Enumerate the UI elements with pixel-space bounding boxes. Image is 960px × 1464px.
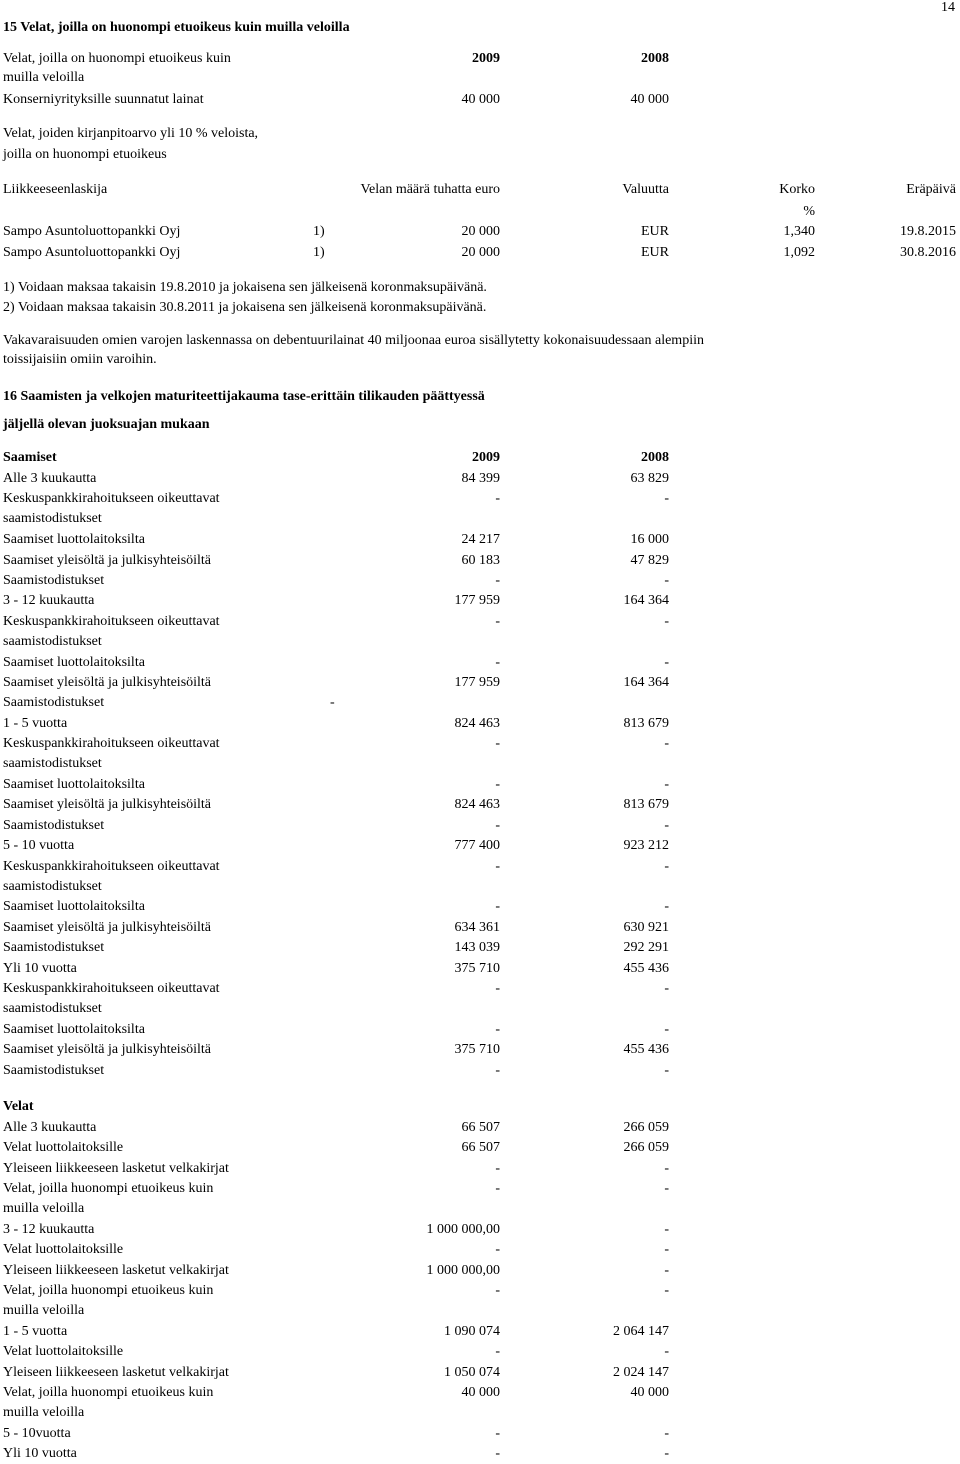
value-2009: 1 000 000,00 xyxy=(426,1262,500,1278)
s15-row-2009: 40 000 xyxy=(461,92,500,107)
value-2008: - xyxy=(664,981,669,996)
row-label: Saamistodistukset xyxy=(3,817,105,833)
s15-table-head-line1: Velat, joilla on huonompi etuoikeus kuin xyxy=(3,51,231,66)
table-row xyxy=(0,653,960,673)
loan-due: 19.8.2015 xyxy=(900,224,956,239)
value-2009: - xyxy=(495,858,500,874)
value-2009: 66 507 xyxy=(461,1140,500,1156)
row-label: Saamiset yleisöltä ja julkisyhteisöiltä xyxy=(3,552,212,568)
row-label: 5 - 10 vuotta xyxy=(3,838,75,854)
row-label: Yleiseen liikkeeseen lasketut velkakirjat xyxy=(3,1262,229,1278)
table-row xyxy=(0,836,960,856)
table-row xyxy=(0,1138,960,1158)
row-label-continued: muilla veloilla xyxy=(3,1303,85,1319)
loan-currency: EUR xyxy=(641,224,669,239)
table-row xyxy=(0,714,960,734)
value-2008: - xyxy=(664,736,669,752)
value-2009: - xyxy=(495,817,500,833)
table-row xyxy=(0,1061,960,1081)
table-row xyxy=(0,959,960,979)
row-label: Saamistodistukset xyxy=(3,1062,105,1078)
row-label: Keskuspankkirahoitukseen oikeuttavat xyxy=(3,736,220,752)
page-number: 14 xyxy=(941,0,955,15)
value-2009: - xyxy=(495,1426,500,1441)
value-2008: 923 212 xyxy=(623,838,669,854)
value-2008: 164 364 xyxy=(623,593,669,609)
row-label-continued: saamistodistukset xyxy=(3,756,102,772)
row-label: Velat, joilla huonompi etuoikeus kuin xyxy=(3,1283,214,1299)
value-2008: 40 000 xyxy=(630,1385,669,1401)
value-2009: - xyxy=(495,573,500,588)
value-2009: - xyxy=(495,777,500,792)
value-2008: - xyxy=(664,1181,669,1197)
value-2008: 164 364 xyxy=(623,675,669,690)
s15-row-label: Konserniyrityksille suunnatut lainat xyxy=(3,92,204,107)
value-2009: - xyxy=(495,1242,500,1258)
value-2008: - xyxy=(664,1344,669,1360)
s15-sub-line2: joilla on huonompi etuoikeus xyxy=(3,147,167,162)
loan-issuer: Sampo Asuntoluottopankki Oyj xyxy=(3,224,181,239)
table-row xyxy=(0,1159,960,1179)
table-row xyxy=(0,673,960,693)
table-row xyxy=(0,1261,960,1281)
value-2008: - xyxy=(664,1160,669,1176)
value-2008: - xyxy=(664,491,669,507)
table-row xyxy=(0,1020,960,1040)
table-row xyxy=(0,591,960,611)
header-currency: Valuutta xyxy=(622,182,669,197)
header-amount: Velan määrä tuhatta euro xyxy=(360,182,500,197)
loan-currency: EUR xyxy=(641,245,669,260)
table-row xyxy=(0,571,960,591)
value-2008: 16 000 xyxy=(630,532,669,548)
row-label: Saamiset yleisöltä ja julkisyhteisöiltä xyxy=(3,1042,212,1058)
value-2008: - xyxy=(664,1242,669,1258)
row-label: Saamiset yleisöltä ja julkisyhteisöiltä xyxy=(3,675,212,690)
value-2008: - xyxy=(664,1062,669,1078)
value-2009: - xyxy=(495,491,500,507)
value-2009: - xyxy=(495,981,500,996)
row-label-continued: muilla veloilla xyxy=(3,1201,85,1217)
loan-amount: 20 000 xyxy=(461,245,500,260)
value-2009: - xyxy=(495,899,500,915)
row-label: Saamiset luottolaitoksilta xyxy=(3,654,145,670)
s15-col-2009: 2009 xyxy=(472,51,500,66)
row-label: Yleiseen liikkeeseen lasketut velkakirjat xyxy=(3,1364,229,1380)
header-rate-unit: % xyxy=(803,204,815,219)
value-2009: 824 463 xyxy=(454,715,500,731)
value-2008: 813 679 xyxy=(623,797,669,813)
value-2008: - xyxy=(664,1283,669,1299)
row-label: Keskuspankkirahoitukseen oikeuttavat xyxy=(3,491,220,507)
table-row xyxy=(0,1383,960,1421)
table-row xyxy=(0,1040,960,1060)
value-2008: - xyxy=(664,1222,669,1237)
value-2009: - xyxy=(495,1283,500,1299)
value-2009: 824 463 xyxy=(454,797,500,813)
value-2008: 2 024 147 xyxy=(613,1364,669,1380)
value-2008: 2 064 147 xyxy=(613,1324,669,1339)
row-label: 3 - 12 kuukautta xyxy=(3,593,95,609)
value-2008: - xyxy=(664,1446,669,1462)
value-2008: 266 059 xyxy=(623,1140,669,1156)
loan-rate: 1,092 xyxy=(783,245,815,260)
row-label: 1 - 5 vuotta xyxy=(3,1324,68,1339)
value-2009: 177 959 xyxy=(454,675,500,690)
value-2008: - xyxy=(664,777,669,792)
value-2009: - xyxy=(495,1021,500,1037)
header-issuer: Liikkeeseenlaskija xyxy=(3,182,108,197)
row-label: Alle 3 kuukautta xyxy=(3,1120,97,1135)
row-label: Yli 10 vuotta xyxy=(3,960,77,976)
row-label: Saamiset luottolaitoksilta xyxy=(3,777,145,792)
loan-note: 1) xyxy=(313,224,325,239)
value-2009: - xyxy=(495,1062,500,1078)
value-2008: - xyxy=(664,817,669,833)
footnote-2: 2) Voidaan maksaa takaisin 30.8.2011 ja jokaisena sen jälkeisenä koronmaksupäivänä. xyxy=(3,300,487,315)
row-label-continued: saamistodistukset xyxy=(3,878,102,894)
row-label: Saamistodistukset xyxy=(3,695,105,711)
value-2009: - xyxy=(495,1160,500,1176)
table-row xyxy=(0,795,960,815)
row-label-continued: saamistodistukset xyxy=(3,511,102,527)
s16-col-2009: 2009 xyxy=(472,450,500,465)
table-row xyxy=(0,693,960,713)
row-label: Yleiseen liikkeeseen lasketut velkakirjat xyxy=(3,1160,229,1176)
row-label-continued: saamistodistukset xyxy=(3,1001,102,1016)
row-label: 3 - 12 kuukautta xyxy=(3,1222,95,1237)
row-label: Velat luottolaitoksille xyxy=(3,1140,124,1156)
row-label: Saamiset luottolaitoksilta xyxy=(3,532,145,548)
value-2008: - xyxy=(664,613,669,629)
row-label: Saamiset luottolaitoksilta xyxy=(3,1021,145,1037)
header-rate: Korko xyxy=(779,182,815,197)
row-label: Keskuspankkirahoitukseen oikeuttavat xyxy=(3,613,220,629)
value-2009: - xyxy=(495,654,500,670)
loan-note: 1) xyxy=(313,245,325,260)
loan-amount: 20 000 xyxy=(461,224,500,239)
row-label: Yli 10 vuotta xyxy=(3,1446,77,1462)
liabilities-title: Velat xyxy=(3,1099,34,1114)
value-2008: 455 436 xyxy=(623,1042,669,1058)
table-row xyxy=(0,1179,960,1217)
table-row xyxy=(0,1118,960,1138)
row-label: 5 - 10vuotta xyxy=(3,1426,71,1441)
value-2009: 375 710 xyxy=(454,1042,500,1058)
table-row xyxy=(0,1424,960,1444)
table-row xyxy=(0,897,960,917)
s15-table-head-line2: muilla veloilla xyxy=(3,70,85,85)
value-2009: 66 507 xyxy=(461,1120,500,1135)
table-row xyxy=(0,530,960,550)
value-2009: 1 090 074 xyxy=(444,1324,500,1339)
value-2009: 634 361 xyxy=(454,919,500,935)
value-2009: - xyxy=(495,736,500,752)
row-label: Velat luottolaitoksille xyxy=(3,1242,124,1258)
value-2008: - xyxy=(664,1426,669,1441)
row-label-continued: saamistodistukset xyxy=(3,633,102,649)
table-row xyxy=(0,816,960,836)
value-2008: - xyxy=(664,899,669,915)
value-2008: 813 679 xyxy=(623,715,669,731)
row-label: Saamistodistukset xyxy=(3,940,105,956)
row-label-continued: muilla veloilla xyxy=(3,1405,85,1421)
value-2008: - xyxy=(664,1262,669,1278)
value-2008: - xyxy=(664,654,669,670)
table-row xyxy=(0,1240,960,1260)
table-row xyxy=(0,1322,960,1342)
row-label: Keskuspankkirahoitukseen oikeuttavat xyxy=(3,858,220,874)
value-2008: 47 829 xyxy=(630,552,669,568)
value-2009: 24 217 xyxy=(461,532,500,548)
table-row xyxy=(0,1363,960,1383)
value-2008: - xyxy=(664,1021,669,1037)
table-row xyxy=(0,489,960,527)
s16-col-2008: 2008 xyxy=(641,450,669,465)
value-2008: 63 829 xyxy=(630,471,669,486)
s15-col-2008: 2008 xyxy=(641,51,669,66)
value-2009: 143 039 xyxy=(454,940,500,956)
table-row xyxy=(0,1281,960,1319)
value-2009: 777 400 xyxy=(454,838,500,854)
value-2008: 292 291 xyxy=(623,940,669,956)
row-label: Keskuspankkirahoitukseen oikeuttavat xyxy=(3,981,220,996)
table-row xyxy=(0,918,960,938)
value-2009: 40 000 xyxy=(461,1385,500,1401)
value-2008: - xyxy=(664,858,669,874)
value-2009: 375 710 xyxy=(454,960,500,976)
value-2009: 60 183 xyxy=(461,552,500,568)
paragraph-line2: toissijaisiin omiin varoihin. xyxy=(3,352,157,367)
row-label: Velat luottolaitoksille xyxy=(3,1344,124,1360)
row-label: Saamiset yleisöltä ja julkisyhteisöiltä xyxy=(3,919,212,935)
header-due: Eräpäivä xyxy=(906,182,956,197)
table-row xyxy=(0,551,960,571)
value-2009: 84 399 xyxy=(461,471,500,486)
row-label: Alle 3 kuukautta xyxy=(3,471,97,486)
table-row xyxy=(0,938,960,958)
section-16-heading-line1: 16 Saamisten ja velkojen maturiteettijakauma tase-erittäin tilikauden päättyessä xyxy=(3,389,485,404)
section-15-heading: 15 Velat, joilla on huonompi etuoikeus kuin muilla veloilla xyxy=(3,20,350,35)
receivables-title: Saamiset xyxy=(3,450,57,465)
table-row xyxy=(0,1220,960,1240)
value-2009: - xyxy=(495,1181,500,1197)
row-label: Velat, joilla huonompi etuoikeus kuin xyxy=(3,1181,214,1197)
footnote-1: 1) Voidaan maksaa takaisin 19.8.2010 ja jokaisena sen jälkeisenä koronmaksupäivänä. xyxy=(3,280,487,295)
row-label: Saamiset yleisöltä ja julkisyhteisöiltä xyxy=(3,797,212,813)
loan-issuer: Sampo Asuntoluottopankki Oyj xyxy=(3,245,181,260)
value-2009: - xyxy=(495,1446,500,1462)
table-row xyxy=(0,775,960,795)
section-16-heading-line2: jäljellä olevan juoksuajan mukaan xyxy=(3,417,210,432)
value-2008: - xyxy=(664,573,669,588)
paragraph-line1: Vakavaraisuuden omien varojen laskennassa on debentuurilainat 40 miljoonaa euroa sisällytetty kokonaisuudessaan alempiin xyxy=(3,333,704,348)
row-label: Saamistodistukset xyxy=(3,573,105,588)
value-2009: 1 000 000,00 xyxy=(426,1222,500,1237)
table-row xyxy=(0,979,960,1016)
value-2008: 455 436 xyxy=(623,960,669,976)
value-dash: - xyxy=(330,695,335,711)
row-label: 1 - 5 vuotta xyxy=(3,715,68,731)
s15-sub-line1: Velat, joiden kirjanpitoarvo yli 10 % veloista, xyxy=(3,126,259,141)
table-row xyxy=(0,469,960,489)
value-2008: 266 059 xyxy=(623,1120,669,1135)
table-row xyxy=(0,734,960,772)
loan-rate: 1,340 xyxy=(783,224,815,239)
value-2009: - xyxy=(495,1344,500,1360)
loan-due: 30.8.2016 xyxy=(900,245,956,260)
row-label: Saamiset luottolaitoksilta xyxy=(3,899,145,915)
row-label: Velat, joilla huonompi etuoikeus kuin xyxy=(3,1385,214,1401)
value-2009: 1 050 074 xyxy=(444,1364,500,1380)
value-2009: - xyxy=(495,613,500,629)
value-2008: 630 921 xyxy=(623,919,669,935)
s15-row-2008: 40 000 xyxy=(630,92,669,107)
table-row xyxy=(0,857,960,894)
table-row xyxy=(0,1444,960,1464)
table-row xyxy=(0,612,960,649)
value-2009: 177 959 xyxy=(454,593,500,609)
table-row xyxy=(0,1342,960,1362)
